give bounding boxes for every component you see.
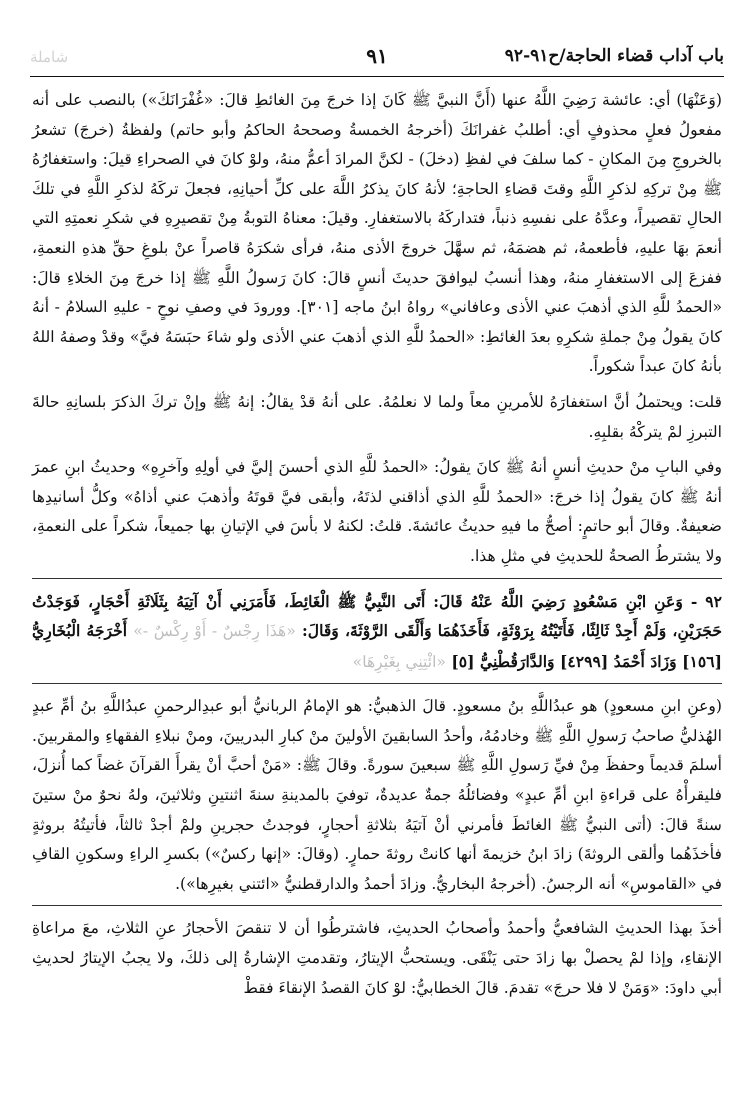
commentary-paragraph-4: (وعنِ ابنِ مسعودٍ) هو عبدُاللَّهِ بنُ مسعودٍ. قالَ الذهبيُّ: هو الإمامُ الربانيُّ أبو عبدِالرحمنِ عبدُاللَّهِ بنُ أمِّ عبدٍ الهُذليُّ صاحبُ رَسولِ اللَّهِ ﷺ وخادمُهُ، وأحدُ السابقينَ الأولينَ منْ كبارِ البدريينَ، ومنْ نبلاءِ الفقهاءِ والمقربينَ. أسلمَ قديماً وحفظَ مِنْ فيِّ رَسولِ اللَّهِ ﷺ سبعينَ سورةً. وقالَ ﷺ: «مَنْ أحبَّ أنْ يقرأَ القرآنَ غضاً كما أُنزلَ، فليقرأْهُ على قراءةِ ابنِ أمِّ عبدٍ» وفضائلُهُ جمةٌ عديدةٌ، توفيَ بالمدينةِ سنةَ اثنتينِ وثلاثينَ، ولهُ نحوٌ منْ ستينَ سنةً قالَ: (أتى النبيُّ ﷺ الغائطَ فأمرني أنْ آتيَهُ بثلاثةِ أحجارٍ، فوجدتُ حجرينِ ولمْ أجدْ ثالثاً، فأتيتُهُ بروثةٍ فأخذَهُما وألقى الروثةَ) زادَ ابنُ خزيمةَ أنها كانتْ روثةَ حمارٍ. (وقالَ: «إنها ركسٌ») بكسرِ الراءِ وسكونِ القافِ في «القاموسِ» أنه الرجسُ. (أخرجهُ البخاريُّ. وزادَ أحمدُ والدارقطنيُّ «ائتني بغيرِها»).: [32, 697, 722, 893]
commentary-paragraph-2: قلت: ويحتملُ أنَّ استغفارَهُ للأمرينِ معاً ولما لا نعلمُهُ. على أنهُ قدْ يقالُ: إنهُ ﷺ وإنْ تركَ الذكرَ بلسانِهِ حالةَ التبرزِ لمْ يتركْهُ بقلبِهِ.: [32, 392, 722, 441]
hadith-number: ٩٢: [705, 591, 722, 611]
hadith-text: - وَعَنِ ابْنِ مَسْعُودٍ رَضِيَ اللَّهُ عَنْهُ قَالَ: أَتَى النَّبِيُّ ﷺ الْغَائِطَ، فَأَمَرَنِي أَنْ آتِيَهُ بِثَلَاثَةِ أَحْجَارٍ، فَوَجَدْتُ حَجَرَيْنِ، وَلَمْ أَجِدْ ثَالِثًا، فَأَتَيْتُهُ بِرَوْثَةٍ، فَأَخَذَهُمَا وَأَلْقَى الرَّوْثَةَ، وَقَالَ:: [32, 591, 722, 641]
commentary-paragraph-1: (وَعَنْهَا) أي: عائشة رَضِيَ اللَّهُ عنها (أَنَّ النبيَّ ﷺ كَانَ إذا خرجَ مِنَ الغائطِ قالَ: «غُفْرَانَكَ») بالنصب على أنه مفعولُ فعلٍ محذوفٍ أي: أطلبُ غفرانَكَ (أخرجهُ الخمسةُ وصححهُ الحاكمُ وأبو حاتم) ولفظةُ (خرجَ) تشعرُ بالخروجِ مِنَ المكانِ - كما سلفَ في لفظِ (دخلَ) - لكنَّ المرادَ أعمُّ منهُ، ولوْ كانَ في الصحراءِ قيلَ: واستغفارُهُ ﷺ مِنْ تركِهِ لذكرِ اللَّهِ وقتَ قضاءِ الحاجةِ؛ لأنهُ كانَ يذكرُ اللَّهَ على كلِّ أحيانِهِ، فجعلَ تركَهُ لذكرِ اللَّهِ في تلكَ الحالِ تقصيراً، وعدَّهُ على نفسِهِ ذنباً، فتداركَهُ بالاستغفارِ. وقيلَ: معناهُ التوبةُ مِنْ تقصيرِهِ في شكرِ نعمتِهِ التي أنعمَ بهَا عليهِ، فأطعمهُ، ثم هضمَهُ، ثم سهَّلَ خروجَ الأذى منهُ، فرأى شكرَهُ قاصراً عنْ بلوغِ حقِّ هذهِ النعمةِ، ففزعَ إلى الاستغفارِ منهُ، وهذا أنسبُ ليوافقَ حديثَ أنسٍ قالَ: كانَ رَسولُ اللَّهِ ﷺ إذا خرجَ مِنَ الخلاءِ قالَ: «الحمدُ للَّهِ الذي أذهبَ عني الأذى وعافاني» رواهُ ابنُ ماجه [٣٠١]. وورودَ في وصفِ نوحٍ - عليهِ السلامُ - أنهُ كانَ يقولُ مِنْ جملةِ شكرِهِ بعدَ الغائطِ: «الحمدُ للَّهِ الذي أذهبَ عني الأذى ولو شاءَ حبَسَهُ فيَّ» وقدْ وصفهُ اللهُ بأنهُ كانَ عبداً شكوراً.: [32, 91, 722, 376]
page-number: ٩١: [366, 44, 388, 68]
running-title: باب آداب قضاء الحاجة/ح٩١-٩٢: [504, 46, 724, 66]
hadith-quote-faded: «هَذَا رِجْسٌ - أَوْ رِكْسٌ -»: [133, 622, 296, 641]
section-divider: [32, 683, 722, 684]
commentary-paragraph-3: وفي البابِ منْ حديثِ أنسٍ أنهُ ﷺ كانَ يقولُ: «الحمدُ للَّهِ الذي أحسنَ إليَّ في أولِهِ وآخرِهِ» وحديثُ ابنِ عمرَ أنهُ ﷺ كانَ يقولُ إذا خرجَ: «الحمدُ للَّهِ الذي أذاقني لذتَهُ، وأبقى فيَّ قوتَهُ وأذهبَ عني أذاهُ» وكلُّ أسانيدِها ضعيفةٌ. وقالَ أبو حاتمٍ: أصحُّ ما فيهِ حديثُ عائشةَ. قلتُ: لكنهُ لا بأسَ في الإتيانِ بها جميعاً، شكراً على النعمةِ، ولا يشترطُ الصحةُ للحديثِ في مثلِ هذا.: [32, 458, 722, 565]
commentary-paragraph-5: أخذَ بهذا الحديثِ الشافعيُّ وأحمدُ وأصحابُ الحديثِ، فاشترطُوا أن لا تنقصَ الأحجارُ عنِ الثلاثِ، معَ مراعاةِ الإنقاءِ، وإذا لمْ يحصلْ بها زادَ حتى يَنْقَى. ويستحبُّ الإيتارُ، وتقدمتِ الإشارةُ إلى ذلكَ، ولا يجبُ الإيتارُ لحديثِ أبي داودَ: «وَمَنْ لا فلا حرجَ» تقدمَ. قالَ الخطابيُّ: لوْ كانَ القصدُ الإنقاءَ فقطْ: [32, 919, 722, 997]
section-divider: [32, 905, 722, 906]
hadith-source: أَخْرَجَهُ الْبُخَارِيُّ [١٥٦] وَزَادَ أَحْمَدُ [٤٢٩٩] وَالدَّارَقُطْنِيُّ [٥]: [32, 621, 722, 671]
hadith-block: [32, 587, 722, 678]
hadith-addition-faded: «ائْتِنِي بِغَيْرِهَا»: [352, 652, 446, 671]
section-divider: [32, 578, 722, 579]
watermark: شاملة: [30, 48, 69, 66]
header-rule: [30, 76, 724, 77]
page-header: [30, 42, 724, 72]
page-body: [32, 86, 722, 1009]
